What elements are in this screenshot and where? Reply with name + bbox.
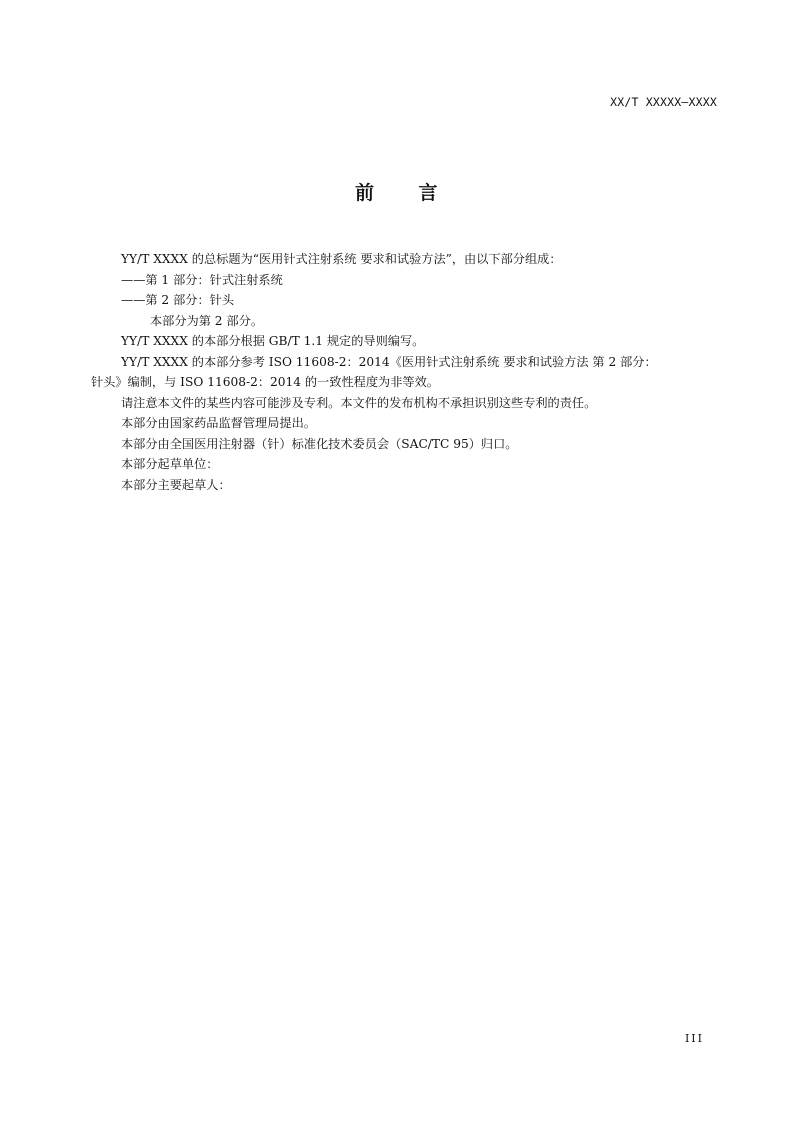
paragraph-main-drafters: 本部分主要起草人： <box>121 477 231 492</box>
paragraph-proposed-by: 本部分由国家药品监督管理局提出。 <box>121 416 316 430</box>
list-item-part-2: ——第 2 部分：针头 <box>121 293 235 307</box>
paragraph-drafting-units: 本部分起草单位： <box>121 457 219 471</box>
paragraph-this-part: 本部分为第 2 部分。 <box>150 313 264 328</box>
page-title <box>0 178 793 205</box>
paragraph-reference-line-2: 针头》编制，与 ISO 11608-2：2014 的一致性程度为非等效。 <box>91 375 439 389</box>
page-number: III <box>684 1032 704 1045</box>
title-char-1: 前 <box>354 182 375 204</box>
standard-code: XX/T XXXXX—XXXX <box>610 95 717 109</box>
paragraph-drafting-rules: YY/T XXXX 的本部分根据 GB/T 1.1 规定的导则编写。 <box>121 334 425 348</box>
paragraph-reference-line-1: YY/T XXXX 的本部分参考 ISO 11608-2：2014《医用针式注射系统 要求和试验方法 第 2 部分： <box>121 354 657 369</box>
foreword-body <box>92 249 720 495</box>
paragraph-patent-notice: 请注意本文件的某些内容可能涉及专利。本文件的发布机构不承担识别这些专利的责任。 <box>121 395 597 410</box>
paragraph-under-jurisdiction: 本部分由全国医用注射器（针）标准化技术委员会（SAC/TC 95）归口。 <box>121 436 518 451</box>
paragraph-title-structure: YY/T XXXX 的总标题为“医用针式注射系统 要求和试验方法”，由以下部分组成： <box>121 252 562 266</box>
title-char-2: 言 <box>418 182 439 204</box>
list-item-part-1: ——第 1 部分：针式注射系统 <box>121 272 283 287</box>
